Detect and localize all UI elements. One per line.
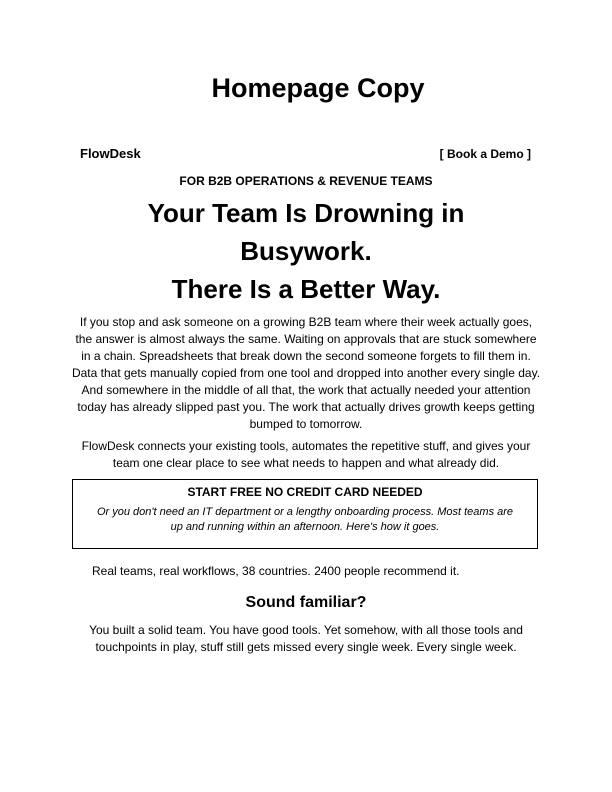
headline-line: There Is a Better Way.	[171, 274, 441, 304]
sound-familiar-paragraph: You built a solid team. You have good tools. Yet somehow, with all those tools and touchpoints in play, stuff still gets missed every single week. Every single week.	[89, 623, 523, 654]
document-title: Homepage Copy	[211, 73, 425, 103]
social-proof-text: Real teams, real workflows, 38 countries. 2400 people recommend it.	[92, 564, 460, 578]
hero-eyebrow: FOR B2B OPERATIONS & REVENUE TEAMS	[179, 174, 433, 188]
book-demo-link[interactable]: [ Book a Demo ]	[439, 147, 531, 161]
cta-note: Or you don't need an IT department or a lengthy onboarding process. Most teams are up and running within an afternoon. Here's how it goes.	[96, 506, 514, 533]
brand-logo-text[interactable]: FlowDesk	[80, 146, 141, 161]
cta-title[interactable]: START FREE NO CREDIT CARD NEEDED	[187, 485, 423, 499]
headline-line: Your Team Is Drowning in	[147, 198, 465, 228]
hero-paragraph-1: If you stop and ask someone on a growing B2B team where their week actually goes, the answer is almost always the same. Waiting on approvals that are stuck somewhere in a chain. Spreadsheets that break down the second someone forgets to fill them in. Data that gets manually copied from one tool and dropped into another every single day. And somewhere in the middle of all that, the work that actually needed your attention today has already slipped past you. The work that actually drives growth keeps getting bumped to tomorrow.	[71, 315, 541, 431]
section-title-sound-familiar: Sound familiar?	[245, 594, 367, 611]
hero-headline	[60, 194, 552, 308]
hero-paragraph-2: FlowDesk connects your existing tools, automates the repetitive stuff, and gives your team one clear place to see what needs to happen and what already did.	[81, 439, 531, 470]
cta-box[interactable]	[72, 479, 538, 549]
headline-line: Busywork.	[240, 236, 372, 266]
